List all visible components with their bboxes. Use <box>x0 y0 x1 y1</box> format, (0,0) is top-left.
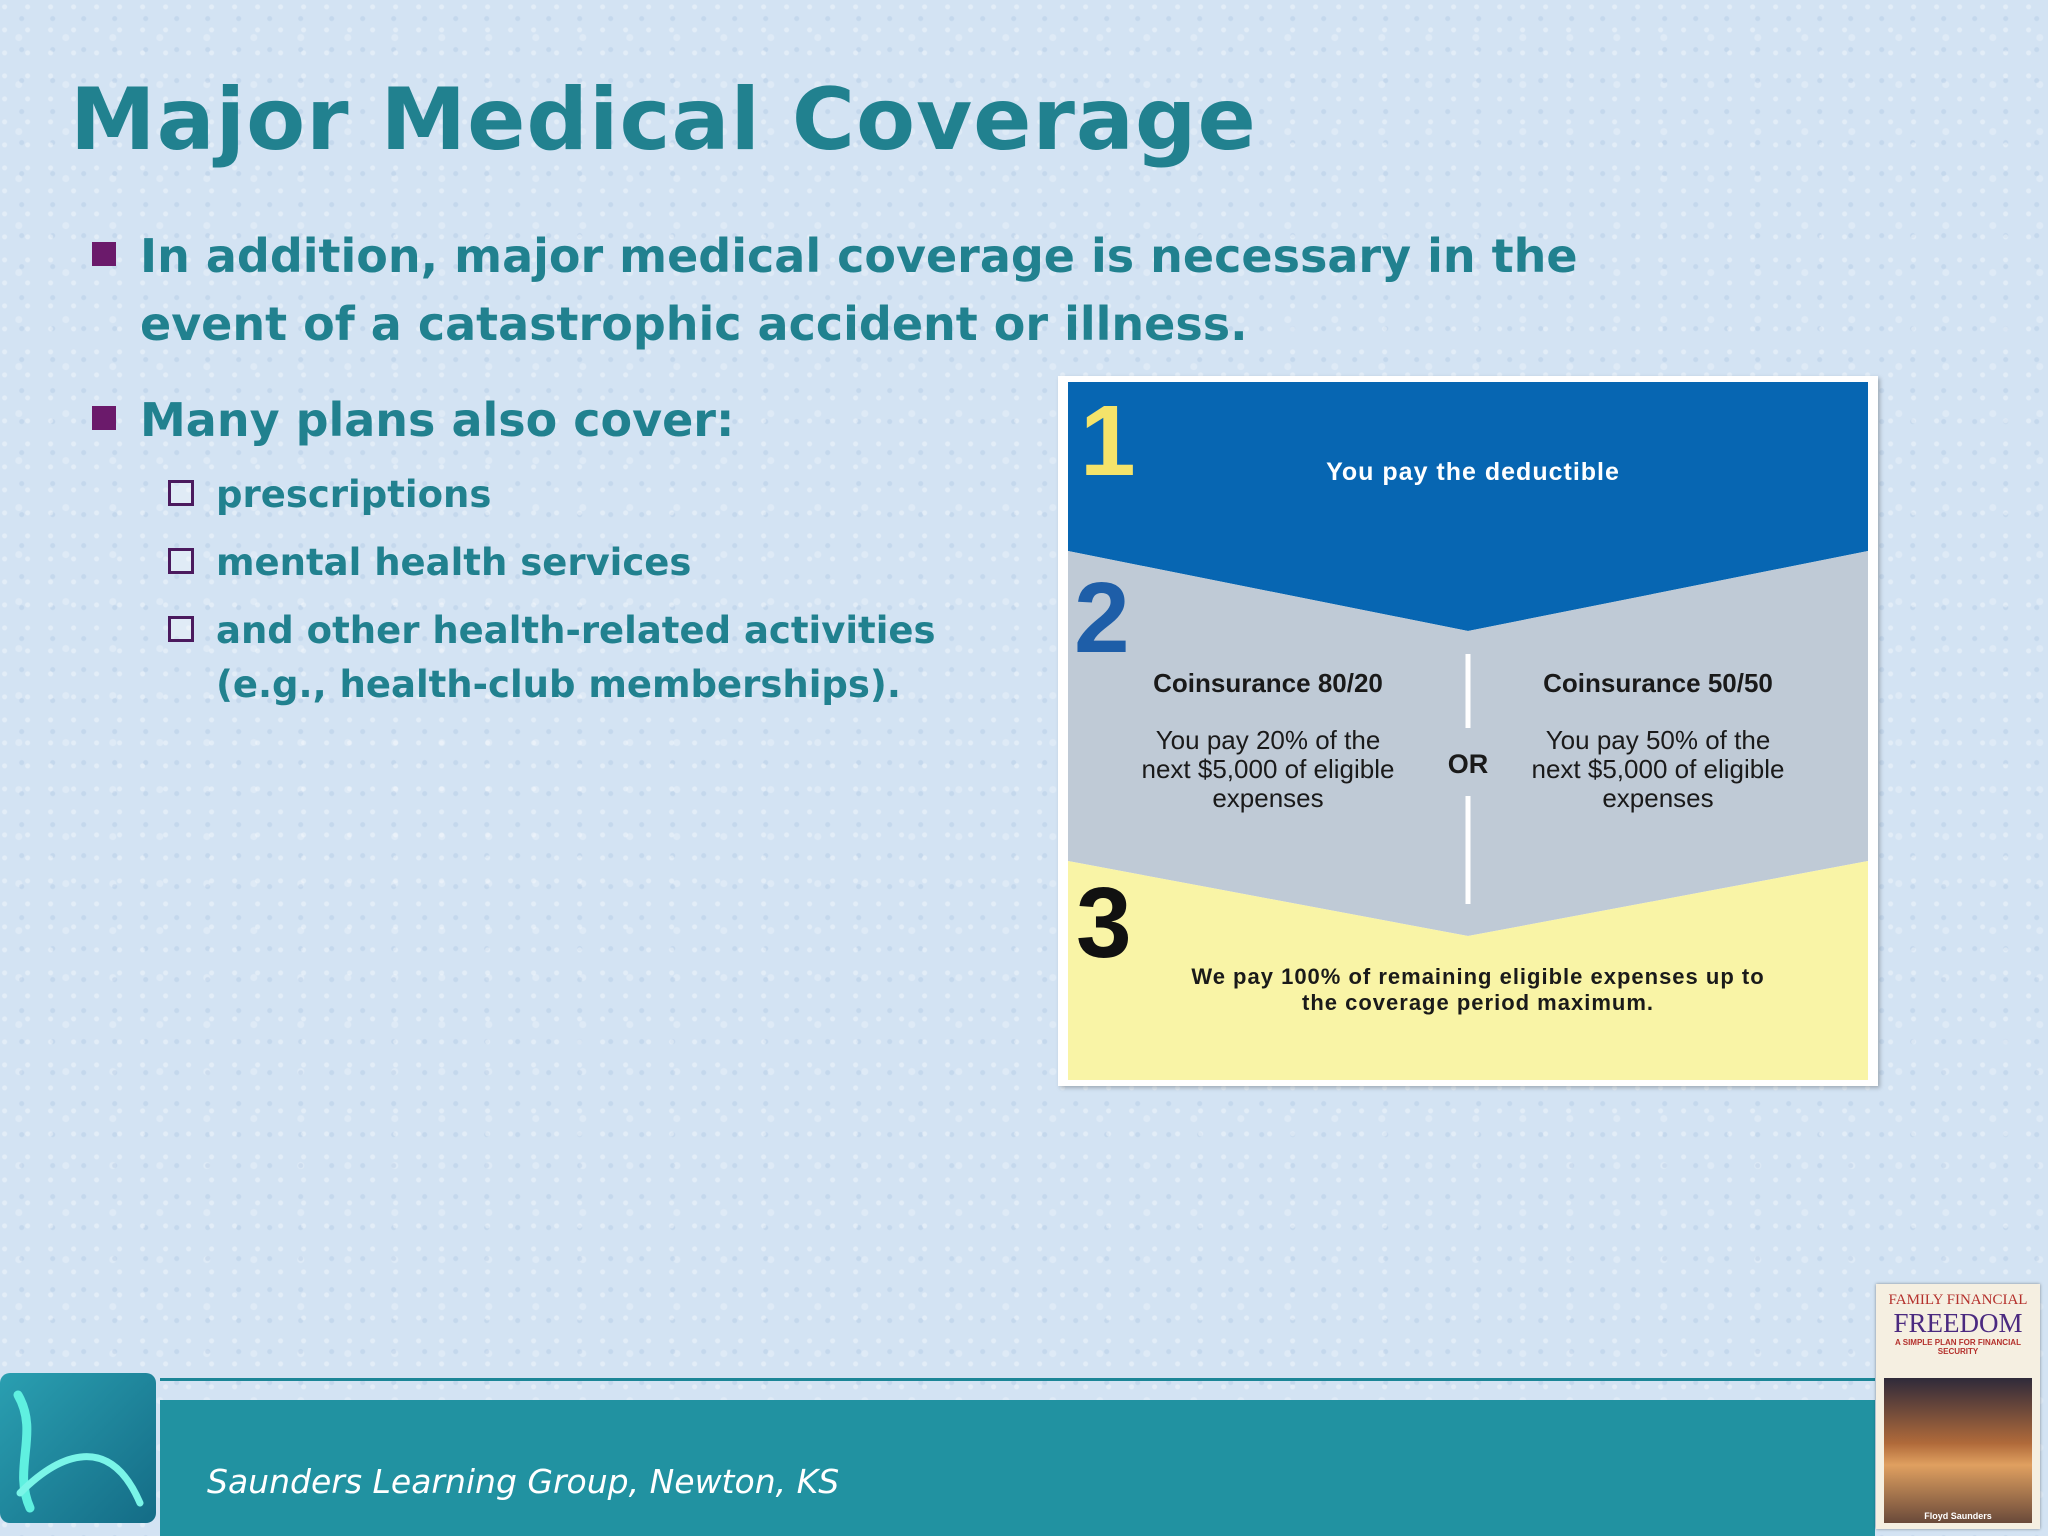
book-author: Floyd Saunders <box>1924 1511 1992 1521</box>
sub-bullet-text: and other health-related activities (e.g., health-club memberships). <box>216 609 936 706</box>
step2-number: 2 <box>1074 562 1130 674</box>
book-title-line2: FREEDOM <box>1893 1308 2023 1338</box>
coinsurance-80-20-heading: Coinsurance 80/20 <box>1153 668 1383 698</box>
bullet-text: Many plans also cover: <box>140 393 735 447</box>
book-title-line1: FAMILY FINANCIAL <box>1888 1292 2028 1308</box>
step3-number: 3 <box>1076 867 1132 979</box>
step1-text: You pay the deductible <box>1326 458 1620 486</box>
family-silhouette-photo <box>1884 1378 2032 1523</box>
coinsurance-80-20-text: You pay 20% of the next $5,000 of eligible expenses <box>1141 725 1395 813</box>
book-subtitle: A SIMPLE PLAN FOR FINANCIAL SECURITY <box>1895 1338 2021 1356</box>
footer-text: Saunders Learning Group, Newton, KS <box>207 1462 840 1501</box>
step3-text: We pay 100% of remaining eligible expenses up to the coverage period maximum. <box>1191 964 1765 1015</box>
bullet-text: In addition, major medical coverage is necessary in the event of a catastrophic accident or illness. <box>140 229 1578 351</box>
checkbox-bullet-icon <box>168 480 194 506</box>
or-separator: OR <box>1447 749 1489 779</box>
coverage-diagram <box>1058 376 1878 1086</box>
footer-divider <box>160 1378 1875 1381</box>
slide-title: Major Medical Coverage <box>70 70 1257 170</box>
checkbox-bullet-icon <box>168 548 194 574</box>
coinsurance-50-50-text: You pay 50% of the next $5,000 of eligible expenses <box>1531 725 1785 813</box>
coinsurance-50-50-heading: Coinsurance 50/50 <box>1543 668 1773 698</box>
book-cover-image <box>1876 1284 2040 1529</box>
sub-bullet-text: mental health services <box>216 541 692 584</box>
sub-bullet-text: prescriptions <box>216 473 492 516</box>
sub-bullet-item <box>168 604 956 712</box>
company-logo <box>0 1373 156 1523</box>
square-bullet-icon <box>92 242 116 266</box>
swoosh-logo-icon <box>0 1373 156 1523</box>
bullet-item <box>92 222 1672 358</box>
checkbox-bullet-icon <box>168 616 194 642</box>
step1-number: 1 <box>1080 385 1136 497</box>
square-bullet-icon <box>92 406 116 430</box>
